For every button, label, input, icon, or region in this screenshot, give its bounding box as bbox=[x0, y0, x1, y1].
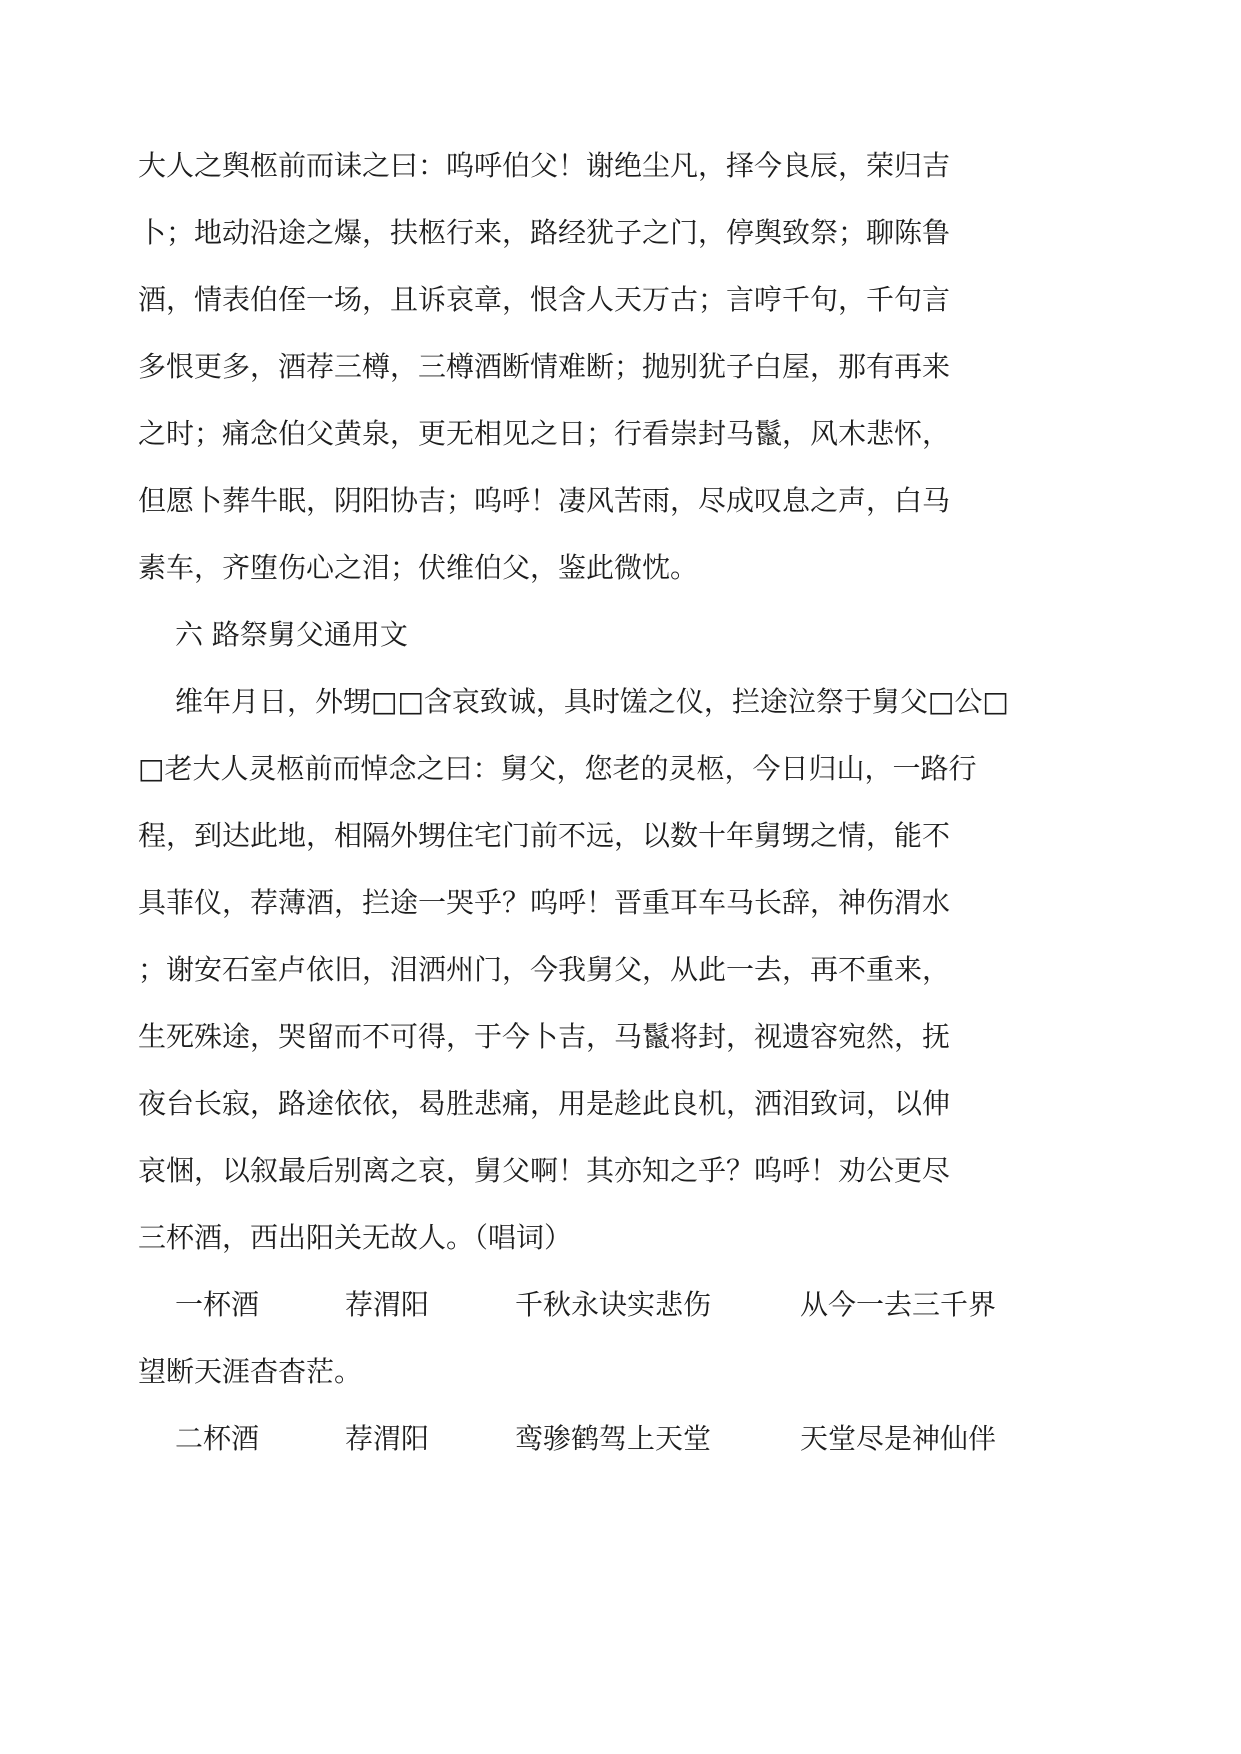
verse-cell: 一杯酒 bbox=[175, 1288, 260, 1321]
text-line: 三杯酒，西出阳关无故人。（唱词） bbox=[138, 1221, 573, 1254]
text-line: 素车，齐堕伤心之泪；伏维伯父，鉴此微忱。 bbox=[138, 551, 699, 584]
text-line: 大人之舆柩前而诔之曰：呜呼伯父！谢绝尘凡，择今良辰，荣归吉 bbox=[138, 149, 951, 182]
text-line: 之时；痛念伯父黄泉，更无相见之日；行看崇封马鬣，风木悲怀， bbox=[138, 417, 951, 450]
verse-cell: 从今一去三千界 bbox=[800, 1288, 997, 1321]
text-line: 夜台长寂，路途依依，曷胜悲痛，用是趁此良机，洒泪致词，以伸 bbox=[138, 1087, 951, 1120]
text-line: 具菲仪，荐薄酒，拦途一哭乎？呜呼！晋重耳车马长辞，神伤渭水 bbox=[138, 886, 951, 919]
text-line: □老大人灵柩前而悼念之曰：舅父，您老的灵柩，今日归山，一路行 bbox=[138, 752, 977, 785]
verse-row bbox=[138, 1271, 1018, 1338]
verse-cell: 荐渭阳 bbox=[345, 1288, 430, 1321]
verse-cell: 二杯酒 bbox=[175, 1422, 260, 1455]
text-line: 生死殊途，哭留而不可得，于今卜吉，马鬣将封，视遗容宛然，抚 bbox=[138, 1020, 951, 1053]
verse-cell: 千秋永诀实悲伤 bbox=[515, 1288, 712, 1321]
text-line: 但愿卜葬牛眠，阴阳协吉；呜呼！凄风苦雨，尽成叹息之声，白马 bbox=[138, 484, 951, 517]
section-heading: 六 路祭舅父通用文 bbox=[175, 618, 408, 651]
text-line: 卜；地动沿途之爆，扶柩行来，路经犹子之门，停舆致祭；聊陈鲁 bbox=[138, 216, 951, 249]
verse-cell: 天堂尽是神仙伴 bbox=[800, 1422, 997, 1455]
text-line: 多恨更多，酒荐三樽，三樽酒断情难断；抛别犹子白屋，那有再来 bbox=[138, 350, 951, 383]
text-line: 酒，情表伯侄一场，且诉哀章，恨含人天万古；言哼千句，千句言 bbox=[138, 283, 951, 316]
text-line: 维年月日，外甥□□含哀致诚，具时馐之仪，拦途泣祭于舅父□公□ bbox=[175, 685, 1009, 718]
verse-cell: 荐渭阳 bbox=[345, 1422, 430, 1455]
text-line: 程，到达此地，相隔外甥住宅门前不远，以数十年舅甥之情，能不 bbox=[138, 819, 951, 852]
document-body bbox=[138, 132, 1018, 1472]
verse-row bbox=[138, 1405, 1018, 1472]
text-line: 哀悃，以叙最后别离之哀，舅父啊！其亦知之乎？呜呼！劝公更尽 bbox=[138, 1154, 951, 1187]
verse-continuation: 望断天涯杳杳茫。 bbox=[138, 1355, 363, 1388]
verse-cell: 鸾骖鹤驾上天堂 bbox=[515, 1422, 712, 1455]
text-line: ；谢安石室卢依旧，泪洒州门，今我舅父，从此一去，再不重来， bbox=[138, 953, 951, 986]
